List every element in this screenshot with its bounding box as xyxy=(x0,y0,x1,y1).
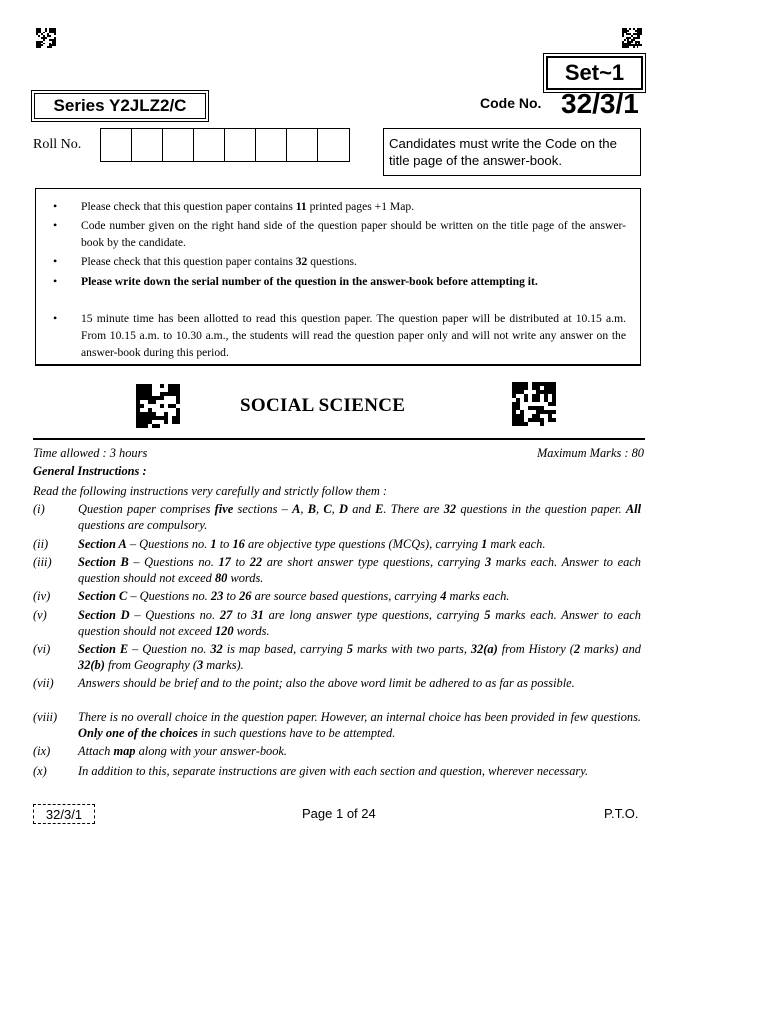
roll-digit-box[interactable] xyxy=(225,129,256,161)
roll-number-label: Roll No. xyxy=(33,137,82,152)
please-turn-over: P.T.O. xyxy=(604,806,639,821)
roll-digit-box[interactable] xyxy=(287,129,318,161)
general-instructions-heading: General Instructions : xyxy=(33,464,147,478)
roll-digit-box[interactable] xyxy=(256,129,287,161)
candidates-note: Candidates must write the Code on the title page of the answer-book. xyxy=(383,128,641,176)
maximum-marks: Maximum Marks : 80 xyxy=(536,446,644,460)
page-number: Page 1 of 24 xyxy=(302,806,376,821)
general-instructions-intro: Read the following instructions very carefully and strictly follow them : xyxy=(33,484,387,498)
roll-digit-box[interactable] xyxy=(194,129,225,161)
qr-code-icon xyxy=(136,384,180,428)
instruction-item: • Please write down the serial number of the question in the answer-book before attempting it. xyxy=(53,274,538,288)
instruction-item: • Code number given on the right hand side of the question paper should be written on the title page of the answer-book by the candidate. xyxy=(53,218,626,249)
qr-code-icon xyxy=(622,28,642,48)
roll-digit-box[interactable] xyxy=(132,129,163,161)
footer-code: 32/3/1 xyxy=(33,804,95,824)
roll-digit-box[interactable] xyxy=(163,129,194,161)
qr-code-icon xyxy=(36,28,56,48)
instruction-item: • Please check that this question paper contains 32 questions. xyxy=(53,254,357,268)
roll-number-boxes[interactable] xyxy=(100,128,350,162)
instruction-item: • 15 minute time has been allotted to read this question paper. The question paper will be distributed at 10.15 a.m. From 10.15 a.m. to 10.30 a.m., the students will read the question paper only and will not write any answer on the answer-book during this period. xyxy=(53,311,626,359)
set-label: Set~1 xyxy=(546,56,643,90)
series-label: Series Y2JLZ2/C xyxy=(34,93,206,119)
qr-code-icon xyxy=(512,382,556,426)
instruction-item: • Please check that this question paper contains 11 printed pages +1 Map. xyxy=(53,199,415,213)
subject-title: SOCIAL SCIENCE xyxy=(240,395,406,416)
instructions-box xyxy=(35,188,641,366)
divider xyxy=(33,438,645,440)
roll-digit-box[interactable] xyxy=(101,129,132,161)
code-value: 32/3/1 xyxy=(561,88,639,119)
roll-digit-box[interactable] xyxy=(318,129,349,161)
code-label: Code No. xyxy=(480,95,542,111)
time-allowed: Time allowed : 3 hours xyxy=(33,446,148,460)
